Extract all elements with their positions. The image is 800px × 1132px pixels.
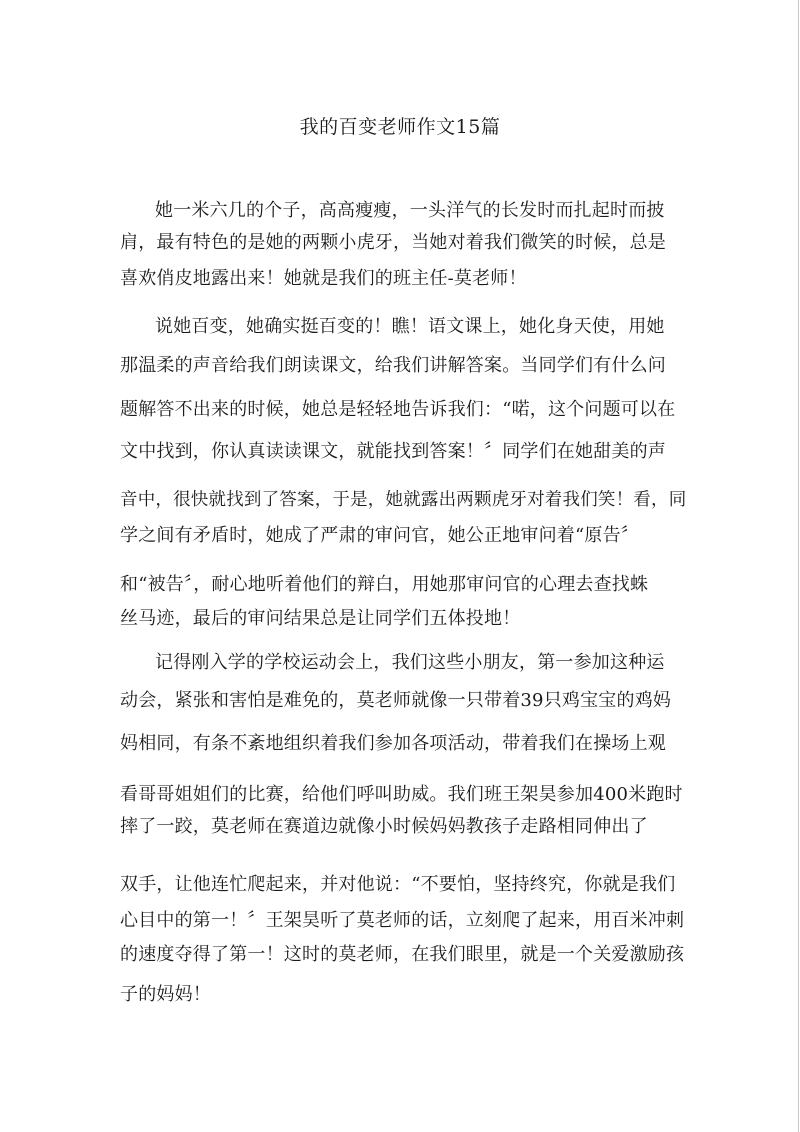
paragraph-line: 文中找到，你认真读读课文，就能找到答案！〞同学们在她甜美的声 bbox=[120, 441, 666, 462]
paragraph-line: 说她百变，她确实挺百变的！瞧！语文课上，她化身天使，用她 bbox=[155, 316, 665, 337]
paragraph-line: 子的妈妈！ bbox=[120, 984, 211, 1005]
paragraph-line: 记得刚入学的学校运动会上，我们这些小朋友，第一参加这种运 bbox=[155, 652, 665, 673]
paragraph-line: 摔了一跤，莫老师在赛道边就像小时候妈妈教孩子走路相同伸出了 bbox=[120, 816, 648, 837]
paragraph-line: 喜欢俏皮地露出来！她就是我们的班主任-莫老师！ bbox=[120, 268, 527, 289]
paragraph-line: 妈相同，有条不紊地组织着我们参加各项活动，带着我们在操场上观 bbox=[120, 733, 666, 754]
paragraph-line: 题解答不出来的时候，她总是轻轻地告诉我们：“喏，这个问题可以在 bbox=[120, 399, 676, 420]
paragraph-line: 音中，很快就找到了答案，于是，她就露出两颗虎牙对着我们笑！看，同 bbox=[120, 490, 687, 510]
paragraph-line: 心目中的第一！〞王架昊听了莫老师的话，立刻爬了起来，用百米冲刺 bbox=[120, 910, 685, 931]
page-edge-line bbox=[798, 0, 799, 1132]
paragraph-line: 的速度夺得了第一！这时的莫老师，在我们眼里，就是一个关爱激励孩 bbox=[120, 944, 685, 965]
paragraph-line: 那温柔的声音给我们朗读课文，给我们讲解答案。当同学们有什么问 bbox=[120, 355, 666, 376]
paragraph-line: 肩，最有特色的是她的两颗小虎牙，当她对着我们微笑的时候，总是 bbox=[120, 232, 666, 253]
paragraph-line: 看哥哥姐姐们的比赛，给他们呼叫助威。我们班王架昊参加400米跑时 bbox=[120, 784, 683, 805]
paragraph-line: 学之间有矛盾时，她成了严肃的审问官，她公正地审问着“原告〞 bbox=[120, 525, 639, 546]
paragraph-line: 她一米六几的个子，高高瘦瘦，一头洋气的长发时而扎起时而披 bbox=[155, 200, 665, 221]
paragraph-line: 动会，紧张和害怕是难免的，莫老师就像一只带着39只鸡宝宝的鸡妈 bbox=[120, 690, 672, 711]
paragraph-line: 丝马迹，最后的审问结果总是让同学们五体投地！ bbox=[120, 608, 521, 629]
paragraph-line: 双手，让他连忙爬起来，并对他说：“不要怕，坚持终究，你就是我们 bbox=[120, 874, 676, 895]
document-title: 我的百变老师作文15篇 bbox=[299, 116, 501, 138]
paragraph-line: 和“被告〞，耐心地听着他们的辩白，用她那审问官的心理去查找蛛 bbox=[120, 574, 649, 595]
